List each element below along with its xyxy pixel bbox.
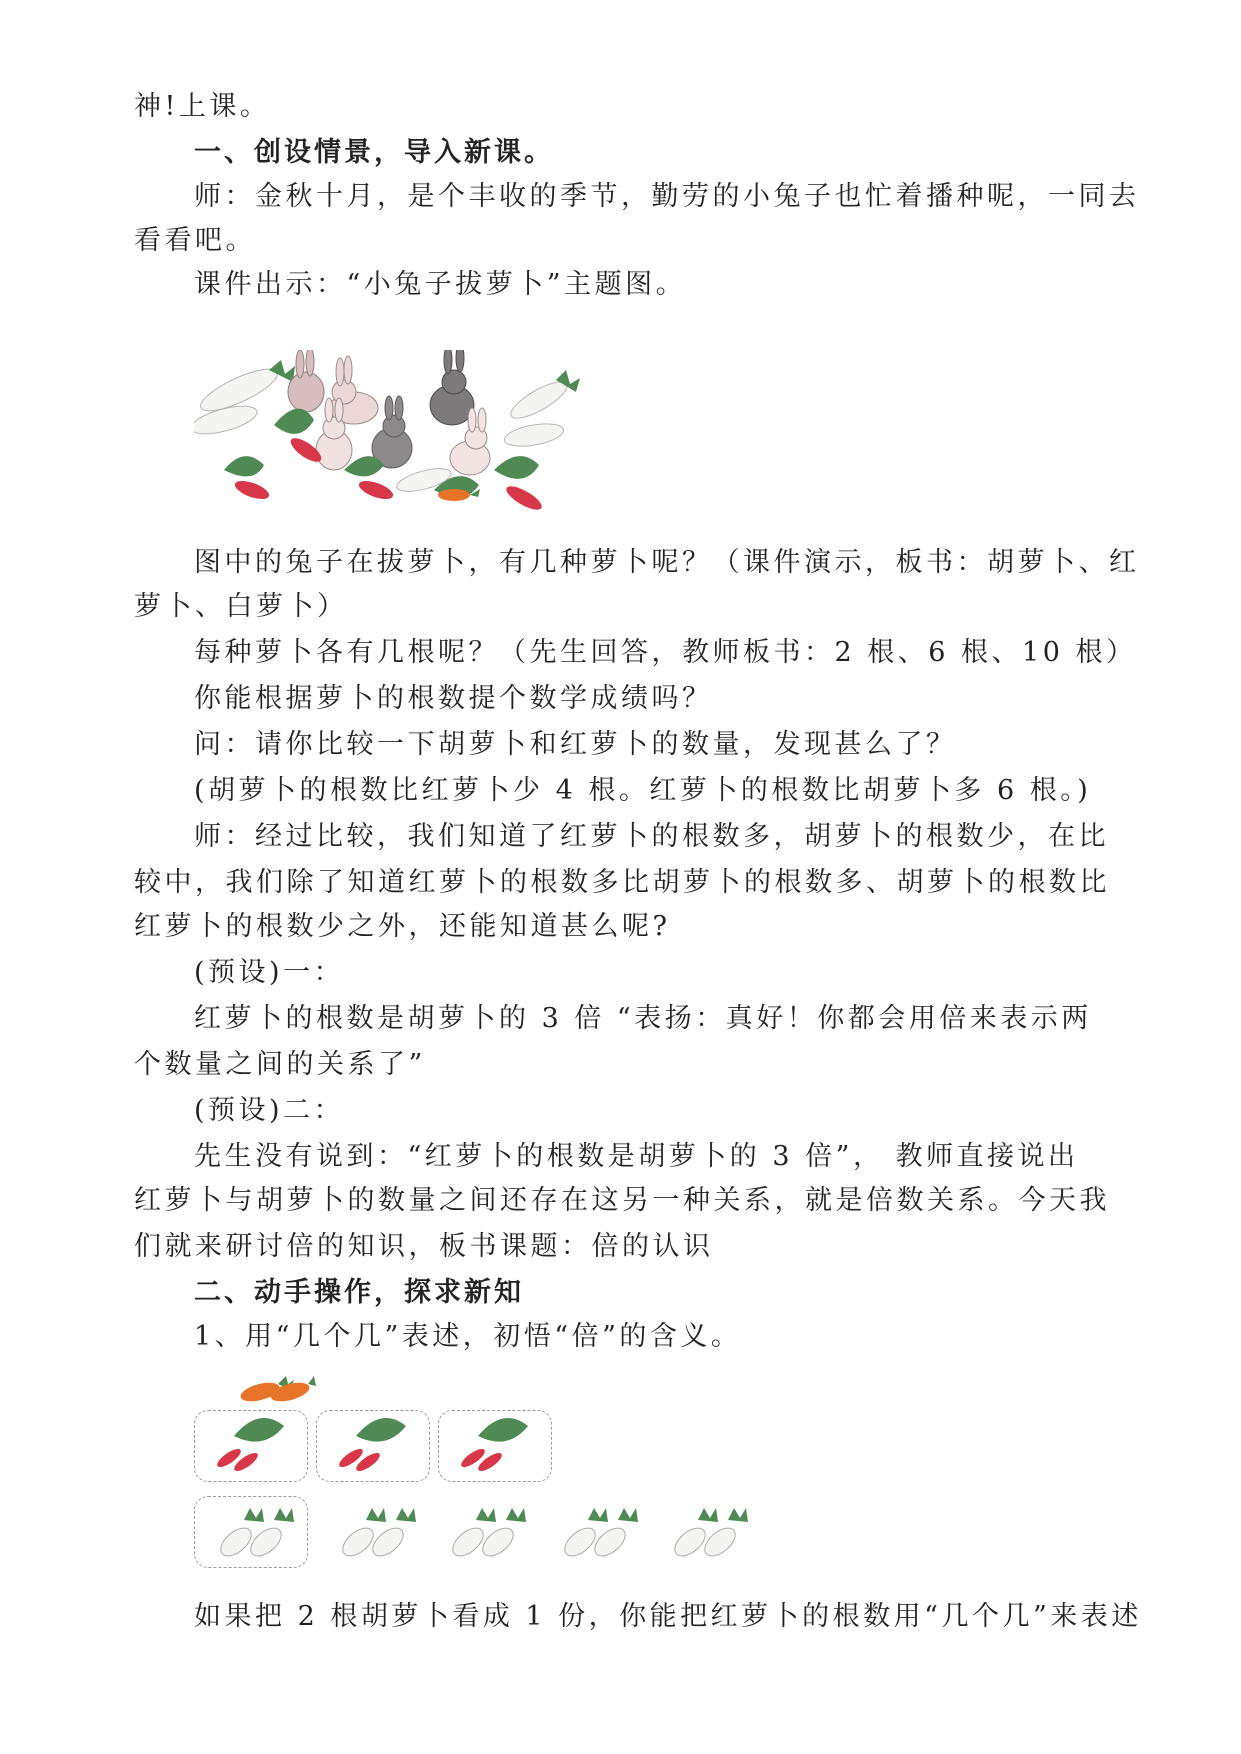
text-line: 个数量之间的关系了”	[134, 1049, 426, 1080]
text-line: 问：请你比较一下胡萝卜和红萝卜的数量，发现甚么了？	[194, 729, 957, 760]
text-line: 师：经过比较，我们知道了红萝卜的根数多，胡萝卜的根数少，在比	[194, 821, 1109, 852]
carrot-icon	[239, 1376, 316, 1405]
text-line: 红萝卜的根数少之外，还能知道甚么呢?	[134, 911, 671, 942]
text-line: (预设)一：	[194, 957, 345, 988]
text-line: (胡萝卜的根数比红萝卜少 4 根。红萝卜的根数比胡萝卜多 6 根。)	[194, 775, 1092, 806]
white-radishes-illustration	[194, 1494, 754, 1570]
text-line: 如果把 2 根胡萝卜看成 1 份，你能把红萝卜的根数用“几个几”来表述	[194, 1601, 1142, 1632]
white-radish-icon	[395, 370, 580, 496]
text-line: 们就来研讨倍的知识，板书课题：倍的认识	[134, 1231, 714, 1262]
text-line: 神!上课。	[134, 91, 271, 122]
text-line: 较中，我们除了知道红萝卜的根数多比胡萝卜的根数多、胡萝卜的根数比	[134, 867, 1110, 898]
text-line: 萝卜、白萝卜）	[134, 591, 348, 622]
rabbits-pulling-radishes-illustration	[194, 350, 594, 530]
text-line: 先生没有说到：“红萝卜的根数是胡萝卜的 3 倍”， 教师直接说出	[194, 1141, 1079, 1172]
red-radish-icon	[215, 1418, 528, 1474]
red-radishes-illustration	[194, 1406, 554, 1482]
text-line: 每种萝卜各有几根呢？（先生回答，教师板书：2 根、6 根、10 根）	[194, 637, 1137, 668]
white-radish-icon	[216, 1508, 748, 1561]
text-line: (预设)二：	[194, 1095, 345, 1126]
text-line: 你能根据萝卜的根数提个数学成绩吗？	[194, 683, 713, 714]
text-line: 1、用“几个几”表述，初悟“倍”的含义。	[194, 1321, 742, 1352]
text-line: 师：金秋十月，是个丰收的季节，勤劳的小兔子也忙着播种呢，一同去	[194, 181, 1140, 212]
text-line: 图中的兔子在拔萝卜，有几种萝卜呢？（课件演示，板书：胡萝卜、红	[194, 547, 1140, 578]
text-line: 课件出示：“小兔子拔萝卜”主题图。	[194, 269, 687, 300]
section-heading: 二、动手操作，探求新知	[194, 1277, 524, 1308]
text-line: 红萝卜与胡萝卜的数量之间还存在这另一种关系，就是倍数关系。今天我	[134, 1185, 1110, 1216]
text-line: 红萝卜的根数是胡萝卜的 3 倍 “表扬：真好！你都会用倍来表示两	[194, 1003, 1092, 1034]
text-line: 看看吧。	[134, 225, 256, 256]
section-heading: 一、创设情景，导入新课。	[194, 137, 554, 168]
carrots-pair-illustration	[238, 1370, 318, 1406]
